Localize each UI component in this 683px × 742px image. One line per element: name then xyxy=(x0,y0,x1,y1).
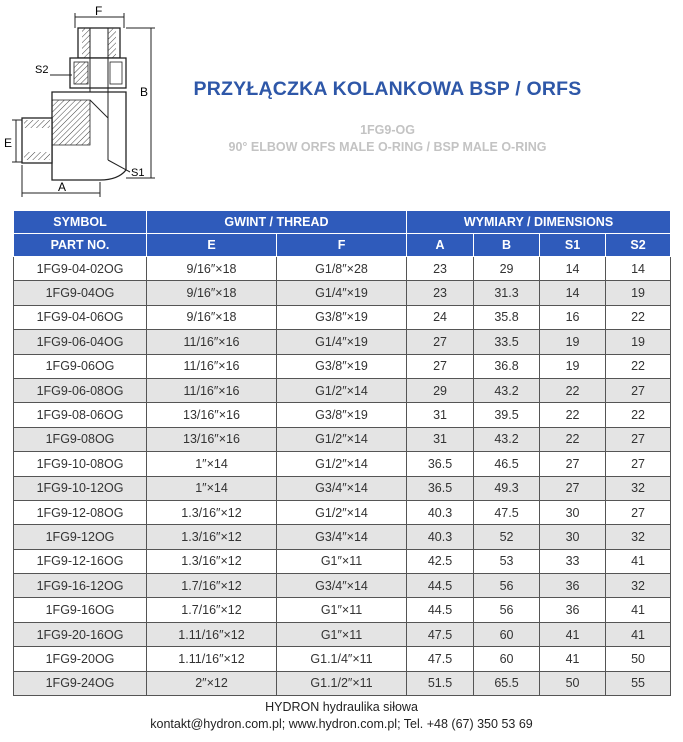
table-row xyxy=(14,549,671,573)
cell-dim-s2: 41 xyxy=(606,549,671,573)
spec-table xyxy=(13,210,671,696)
cell-thread-e: 9/16″×18 xyxy=(147,257,277,281)
label-e: E xyxy=(4,136,13,150)
table-row xyxy=(14,281,671,305)
label-s1: S1 xyxy=(131,167,145,179)
cell-thread-e: 11/16″×16 xyxy=(147,330,277,354)
cell-thread-f: G3/8″×19 xyxy=(277,354,407,378)
cell-dim-b: 29 xyxy=(474,257,540,281)
table-row xyxy=(14,671,671,695)
cell-thread-e: 2″×12 xyxy=(147,671,277,695)
header-symbol: SYMBOL xyxy=(14,211,147,234)
cell-dim-a: 27 xyxy=(407,330,474,354)
cell-thread-f: G1″×11 xyxy=(277,622,407,646)
page-title: PRZYŁĄCZKA KOLANKOWA BSP / ORFS xyxy=(193,78,582,100)
cell-part-no: 1FG9-20-16OG xyxy=(14,622,147,646)
header-part-no: PART NO. xyxy=(14,234,147,257)
cell-thread-f: G1″×11 xyxy=(277,598,407,622)
cell-dim-s1: 19 xyxy=(540,330,606,354)
footer xyxy=(0,699,683,733)
cell-thread-f: G3/8″×19 xyxy=(277,403,407,427)
cell-part-no: 1FG9-06-08OG xyxy=(14,378,147,402)
cell-thread-e: 11/16″×16 xyxy=(147,378,277,402)
cell-dim-b: 46.5 xyxy=(474,452,540,476)
cell-thread-f: G1/2″×14 xyxy=(277,427,407,451)
table-row xyxy=(14,305,671,329)
table-row xyxy=(14,598,671,622)
cell-thread-f: G3/4″×14 xyxy=(277,525,407,549)
cell-dim-s1: 14 xyxy=(540,281,606,305)
header-b: B xyxy=(474,234,540,257)
cell-dim-a: 36.5 xyxy=(407,452,474,476)
cell-dim-a: 23 xyxy=(407,257,474,281)
cell-dim-b: 36.8 xyxy=(474,354,540,378)
table-row xyxy=(14,257,671,281)
cell-part-no: 1FG9-10-08OG xyxy=(14,452,147,476)
cell-part-no: 1FG9-16OG xyxy=(14,598,147,622)
cell-dim-b: 33.5 xyxy=(474,330,540,354)
cell-thread-f: G1/8″×28 xyxy=(277,257,407,281)
label-f: F xyxy=(95,4,103,18)
cell-dim-s2: 32 xyxy=(606,574,671,598)
cell-part-no: 1FG9-10-12OG xyxy=(14,476,147,500)
cell-dim-s1: 27 xyxy=(540,476,606,500)
cell-dim-b: 43.2 xyxy=(474,378,540,402)
cell-dim-a: 40.3 xyxy=(407,525,474,549)
cell-part-no: 1FG9-08-06OG xyxy=(14,403,147,427)
cell-dim-s2: 27 xyxy=(606,500,671,524)
cell-dim-s2: 41 xyxy=(606,598,671,622)
cell-dim-s1: 50 xyxy=(540,671,606,695)
cell-dim-a: 51.5 xyxy=(407,671,474,695)
cell-dim-a: 36.5 xyxy=(407,476,474,500)
cell-dim-s1: 41 xyxy=(540,647,606,671)
cell-thread-e: 1″×14 xyxy=(147,476,277,500)
table-subheader-row xyxy=(14,234,671,257)
cell-thread-f: G1/2″×14 xyxy=(277,500,407,524)
cell-dim-s2: 27 xyxy=(606,452,671,476)
cell-dim-b: 35.8 xyxy=(474,305,540,329)
cell-dim-a: 42.5 xyxy=(407,549,474,573)
cell-thread-e: 13/16″×16 xyxy=(147,403,277,427)
cell-dim-s1: 41 xyxy=(540,622,606,646)
cell-part-no: 1FG9-06OG xyxy=(14,354,147,378)
cell-part-no: 1FG9-20OG xyxy=(14,647,147,671)
table-row xyxy=(14,354,671,378)
table-row xyxy=(14,500,671,524)
contact-info: kontakt@hydron.com.pl; www.hydron.com.pl; Tel. +48 (67) 350 53 69 xyxy=(150,717,533,731)
table-row xyxy=(14,574,671,598)
cell-dim-a: 24 xyxy=(407,305,474,329)
cell-dim-s1: 33 xyxy=(540,549,606,573)
cell-dim-s1: 14 xyxy=(540,257,606,281)
product-code: 1FG9-OG xyxy=(360,123,415,137)
cell-thread-f: G3/8″×19 xyxy=(277,305,407,329)
cell-dim-s2: 19 xyxy=(606,330,671,354)
cell-thread-e: 1.7/16″×12 xyxy=(147,574,277,598)
company-name: HYDRON hydraulika siłowa xyxy=(265,700,418,714)
cell-dim-a: 29 xyxy=(407,378,474,402)
cell-dim-b: 60 xyxy=(474,647,540,671)
cell-thread-f: G1/4″×19 xyxy=(277,281,407,305)
cell-dim-s2: 32 xyxy=(606,525,671,549)
cell-thread-e: 1.7/16″×12 xyxy=(147,598,277,622)
cell-dim-s2: 14 xyxy=(606,257,671,281)
cell-dim-s2: 22 xyxy=(606,305,671,329)
cell-part-no: 1FG9-04-06OG xyxy=(14,305,147,329)
cell-dim-a: 47.5 xyxy=(407,647,474,671)
cell-dim-b: 53 xyxy=(474,549,540,573)
table-body xyxy=(14,257,671,696)
table-row xyxy=(14,330,671,354)
cell-dim-b: 31.3 xyxy=(474,281,540,305)
cell-dim-s2: 22 xyxy=(606,354,671,378)
cell-thread-f: G3/4″×14 xyxy=(277,574,407,598)
cell-dim-b: 52 xyxy=(474,525,540,549)
cell-dim-a: 47.5 xyxy=(407,622,474,646)
table-row xyxy=(14,403,671,427)
cell-dim-b: 49.3 xyxy=(474,476,540,500)
cell-dim-a: 44.5 xyxy=(407,598,474,622)
cell-part-no: 1FG9-16-12OG xyxy=(14,574,147,598)
fitting-drawing xyxy=(0,0,180,205)
cell-thread-f: G3/4″×14 xyxy=(277,476,407,500)
cell-dim-s2: 41 xyxy=(606,622,671,646)
cell-dim-b: 60 xyxy=(474,622,540,646)
cell-thread-e: 13/16″×16 xyxy=(147,427,277,451)
cell-dim-s2: 19 xyxy=(606,281,671,305)
table-row xyxy=(14,427,671,451)
header-a: A xyxy=(407,234,474,257)
cell-dim-b: 47.5 xyxy=(474,500,540,524)
cell-dim-s1: 30 xyxy=(540,525,606,549)
cell-dim-b: 39.5 xyxy=(474,403,540,427)
header-f: F xyxy=(277,234,407,257)
page-subtitle: 90° ELBOW ORFS MALE O-RING / BSP MALE O-RING xyxy=(228,140,547,154)
table-row xyxy=(14,525,671,549)
cell-thread-e: 1.3/16″×12 xyxy=(147,500,277,524)
cell-dim-s1: 36 xyxy=(540,598,606,622)
cell-dim-a: 31 xyxy=(407,403,474,427)
cell-dim-a: 23 xyxy=(407,281,474,305)
cell-dim-s1: 16 xyxy=(540,305,606,329)
cell-dim-b: 56 xyxy=(474,574,540,598)
elbow-fitting-diagram xyxy=(0,0,180,205)
table-row xyxy=(14,452,671,476)
title-block xyxy=(170,78,605,154)
cell-thread-f: G1.1/4″×11 xyxy=(277,647,407,671)
cell-thread-f: G1/4″×19 xyxy=(277,330,407,354)
cell-dim-s1: 36 xyxy=(540,574,606,598)
table-row xyxy=(14,647,671,671)
cell-thread-e: 9/16″×18 xyxy=(147,281,277,305)
cell-dim-b: 56 xyxy=(474,598,540,622)
cell-thread-e: 1.3/16″×12 xyxy=(147,549,277,573)
cell-dim-s1: 30 xyxy=(540,500,606,524)
table-row xyxy=(14,378,671,402)
cell-dim-a: 40.3 xyxy=(407,500,474,524)
label-s2: S2 xyxy=(35,64,49,76)
cell-part-no: 1FG9-08OG xyxy=(14,427,147,451)
cell-dim-a: 27 xyxy=(407,354,474,378)
cell-dim-a: 44.5 xyxy=(407,574,474,598)
cell-part-no: 1FG9-12-16OG xyxy=(14,549,147,573)
header-s1: S1 xyxy=(540,234,606,257)
cell-thread-e: 1.11/16″×12 xyxy=(147,622,277,646)
cell-thread-e: 11/16″×16 xyxy=(147,354,277,378)
cell-part-no: 1FG9-04OG xyxy=(14,281,147,305)
cell-dim-a: 31 xyxy=(407,427,474,451)
cell-thread-e: 1.3/16″×12 xyxy=(147,525,277,549)
cell-part-no: 1FG9-04-02OG xyxy=(14,257,147,281)
cell-thread-e: 1.11/16″×12 xyxy=(147,647,277,671)
cell-thread-f: G1.1/2″×11 xyxy=(277,671,407,695)
cell-dim-b: 43.2 xyxy=(474,427,540,451)
cell-dim-s2: 22 xyxy=(606,403,671,427)
cell-dim-s1: 19 xyxy=(540,354,606,378)
header-dimensions: WYMIARY / DIMENSIONS xyxy=(407,211,671,234)
header-e: E xyxy=(147,234,277,257)
cell-dim-s1: 27 xyxy=(540,452,606,476)
table-header-row xyxy=(14,211,671,234)
cell-dim-s2: 32 xyxy=(606,476,671,500)
header-s2: S2 xyxy=(606,234,671,257)
cell-thread-f: G1/2″×14 xyxy=(277,452,407,476)
label-b: B xyxy=(140,85,149,99)
cell-dim-s2: 27 xyxy=(606,427,671,451)
table-row xyxy=(14,476,671,500)
label-a: A xyxy=(58,180,67,194)
cell-part-no: 1FG9-12OG xyxy=(14,525,147,549)
cell-dim-s2: 50 xyxy=(606,647,671,671)
cell-dim-b: 65.5 xyxy=(474,671,540,695)
cell-part-no: 1FG9-24OG xyxy=(14,671,147,695)
cell-dim-s1: 22 xyxy=(540,378,606,402)
cell-thread-f: G1″×11 xyxy=(277,549,407,573)
cell-thread-e: 1″×14 xyxy=(147,452,277,476)
table-row xyxy=(14,622,671,646)
cell-dim-s2: 27 xyxy=(606,378,671,402)
cell-thread-e: 9/16″×18 xyxy=(147,305,277,329)
cell-dim-s1: 22 xyxy=(540,403,606,427)
cell-part-no: 1FG9-12-08OG xyxy=(14,500,147,524)
header-thread: GWINT / THREAD xyxy=(147,211,407,234)
cell-dim-s1: 22 xyxy=(540,427,606,451)
cell-dim-s2: 55 xyxy=(606,671,671,695)
cell-part-no: 1FG9-06-04OG xyxy=(14,330,147,354)
cell-thread-f: G1/2″×14 xyxy=(277,378,407,402)
